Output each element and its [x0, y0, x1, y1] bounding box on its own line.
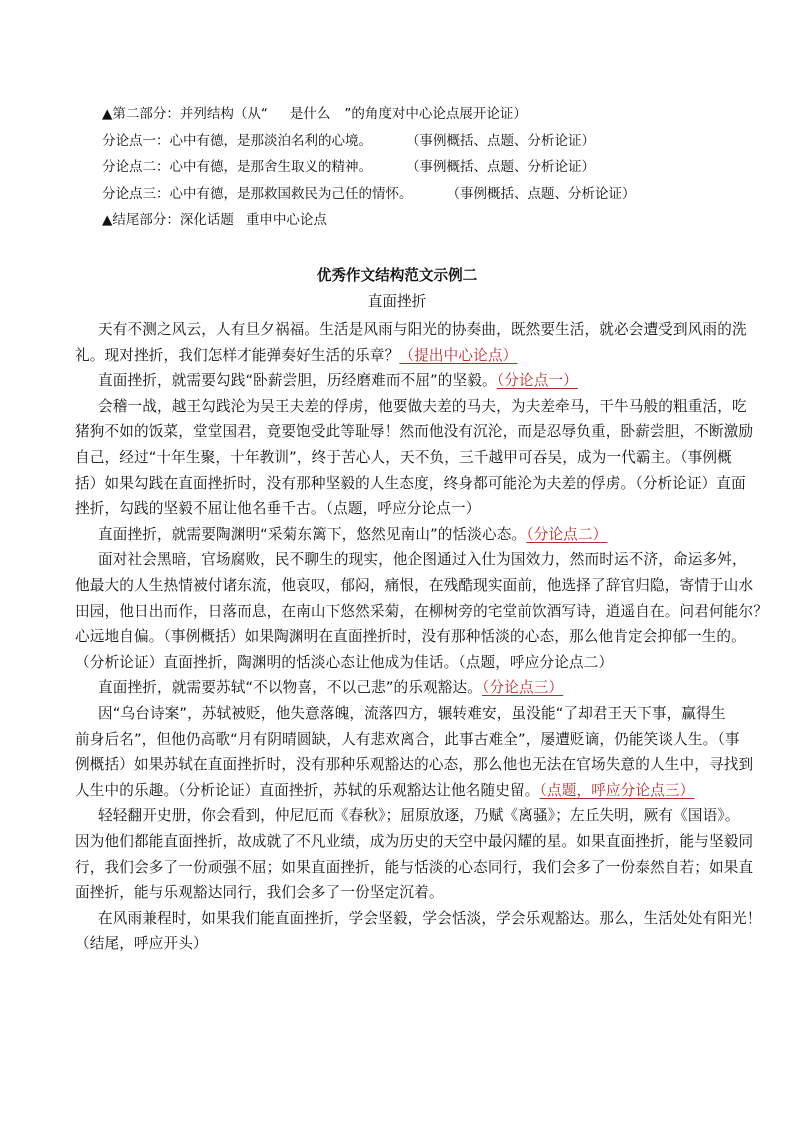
essay-line	[75, 651, 613, 672]
essay-line	[75, 728, 740, 749]
essay-line	[75, 472, 746, 493]
essay-line	[98, 804, 740, 825]
essay-line-text: 他最大的人生热情被付诸东流，他哀叹，郁闷，痛恨，在残酷现实面前，他选择了辞官归隐，寄情于山水	[75, 577, 754, 594]
essay-line-text: 猪狗不如的饭菜，堂堂国君，竟要饱受此等耻辱！然而他没有沉沦，而是忍辱负重，卧薪尝胆，不断激励	[75, 423, 754, 441]
essay-line	[98, 548, 747, 569]
essay-line	[98, 395, 747, 416]
essay-line-text: 会稽一战，越王勾践沦为吴王夫差的俘虏，他要做夫差的马夫，为夫差牵马，干牛马般的粗重活，吃	[98, 397, 747, 415]
essay-line	[75, 420, 753, 441]
essay-line-text: 例概括）如果苏轼在直面挫折时，没有那种乐观豁达的心态，那么他也无法在官场失意的人生中，寻找到	[75, 756, 754, 774]
outline-part2-middle: 是什么	[289, 106, 331, 122]
outline-ending-label: ▲结尾部分：深化话题	[102, 212, 234, 228]
essay-line	[75, 779, 694, 800]
essay-line	[75, 830, 753, 851]
outline-point-note: （事例概括、点题、分析论证）	[446, 186, 636, 202]
essay-line	[75, 497, 481, 518]
essay-line-text: 前身后名”，但他仍高歌“月有阴晴圆缺，人有悲欢离合，此事古难全”，屡遭贬谪，仍能笑谈人生。（事	[75, 730, 740, 748]
essay-line-text: 轻轻翻开史册，你会看到，仲尼厄而《春秋》；屈原放逐，乃赋《离骚》；左丘失明，厥有《国语》。	[98, 807, 740, 825]
essay-line-text: 礼。现对挫折，我们怎样才能弹奏好生活的乐章？	[75, 346, 400, 364]
outline-point-3	[102, 182, 636, 202]
essay-line	[75, 881, 444, 902]
outline-point-text: 分论点二：心中有德，是那舍生取义的精神。	[102, 159, 372, 175]
essay-line	[98, 523, 607, 544]
outline-part2-suffix: ”的角度对中心论点展开论证）	[344, 106, 527, 122]
essay-line	[98, 907, 761, 928]
essay-annotation-mark: （提出中心论点）	[399, 346, 518, 364]
essay-line	[75, 574, 753, 595]
essay-line	[75, 446, 732, 467]
essay-line	[75, 932, 208, 953]
essay-annotation-mark: （分论点二）	[526, 525, 608, 543]
essay-annotation-mark: （点题，呼应分论点三）	[539, 781, 695, 799]
essay-line-text: 人生中的乐趣。（分析论证）直面挫折，苏轼的乐观豁达让他名随史留。	[75, 781, 540, 799]
essay-line	[75, 625, 746, 646]
essay-line	[75, 344, 517, 365]
essay-line-text: 自己，经过“十年生聚，十年教训”，终于苦心人，天不负，三千越甲可吞吴，成为一代霸主。（事例概	[75, 449, 732, 466]
essay-line	[75, 753, 753, 774]
essay-line	[98, 318, 747, 339]
essay-line-text: 在风雨兼程时，如果我们能直面挫折，学会坚毅，学会恬淡，学会乐观豁达。那么，生活处处有阳光！	[98, 909, 762, 927]
outline-point-1	[102, 129, 595, 149]
outline-ending-text: 重申中心论点	[245, 212, 327, 228]
essay-line	[75, 600, 768, 621]
essay-line	[75, 856, 753, 877]
essay-line-text: （结尾，呼应开头）	[75, 935, 208, 953]
essay-line-text: 心远地自偏。（事例概括）如果陶渊明在直面挫折时，没有那种恬淡的心态，那么他肯定会抑郁一生的。	[75, 628, 746, 646]
essay-line-text: 括）如果勾践在直面挫折时，没有那种坚毅的人生态度，终身都可能沦为夫差的俘虏。（分析论证）直面	[75, 474, 746, 492]
outline-point-text: 分论点三：心中有德，是那救国救民为己任的情怀。	[102, 186, 413, 202]
essay-line-text: 田园，他日出而作，日落而息，在南山下悠然采菊，在柳树旁的宅堂前饮酒写诗，逍遥自在。问君何能尔？	[75, 602, 768, 620]
essay-line-text: 直面挫折，就需要苏轼“不以物喜，不以己悲”的乐观豁达。	[98, 679, 483, 697]
essay-line-text: 面对社会黑暗，官场腐败，民不聊生的现实，他企图通过入仕为国效力，然而时运不济，命运多舛，	[98, 551, 747, 569]
essay-line-text: 面挫折，能与乐观豁达同行，我们会多了一份坚定沉着。	[75, 884, 444, 902]
outline-part2-prefix: ▲第二部分：并列结构（从“	[102, 106, 268, 122]
outline-ending	[102, 208, 327, 228]
essay-line-text: 行，我们会多了一份顽强不屈；如果直面挫折，能与恬淡的心态同行，我们会多了一份泰然自若；如果直	[75, 858, 754, 876]
essay-title: 直面挫折	[367, 293, 427, 310]
essay-line-text: 因“乌台诗案”，苏轼被贬，他失意落魄，流落四方，辗转难安，虽没能“了却君王天下事，赢得生	[98, 705, 726, 722]
essay-line-text: 因为他们都能直面挫折，故成就了不凡业绩，成为历史的天空中最闪耀的星。如果直面挫折，能与坚毅同	[75, 833, 754, 850]
outline-point-note: （事例概括、点题、分析论证）	[406, 133, 595, 149]
essay-line	[98, 369, 578, 390]
outline-point-2	[102, 155, 595, 175]
essay-line-text: 挫折，勾践的坚毅不屈让他名垂千古。（点题，呼应分论点一）	[75, 500, 481, 518]
essay-line-text: （分析论证）直面挫折，陶渊明的恬淡心态让他成为佳话。（点题，呼应分论点二）	[75, 653, 614, 671]
outline-point-note: （事例概括、点题、分析论证）	[406, 159, 595, 175]
outline-point-text: 分论点一：心中有德，是那淡泊名利的心境。	[102, 133, 372, 149]
essay-heading: 优秀作文结构范文示例二	[316, 267, 478, 284]
essay-line	[98, 702, 726, 723]
essay-annotation-mark: （分论点一）	[496, 372, 578, 390]
essay-line	[98, 676, 563, 697]
essay-line-text: 天有不测之风云，人有旦夕祸福。生活是风雨与阳光的协奏曲，既然要生活，就必会遭受到风雨的洗	[98, 321, 747, 338]
essay-annotation-mark: （分论点三）	[482, 679, 564, 697]
essay-line-text: 直面挫折，就需要陶渊明“采菊东篱下，悠然见南山”的恬淡心态。	[98, 525, 527, 543]
essay-line-text: 直面挫折，就需要勾践“卧薪尝胆，历经磨难而不屈”的坚毅。	[98, 372, 497, 390]
outline-part2	[102, 102, 527, 122]
